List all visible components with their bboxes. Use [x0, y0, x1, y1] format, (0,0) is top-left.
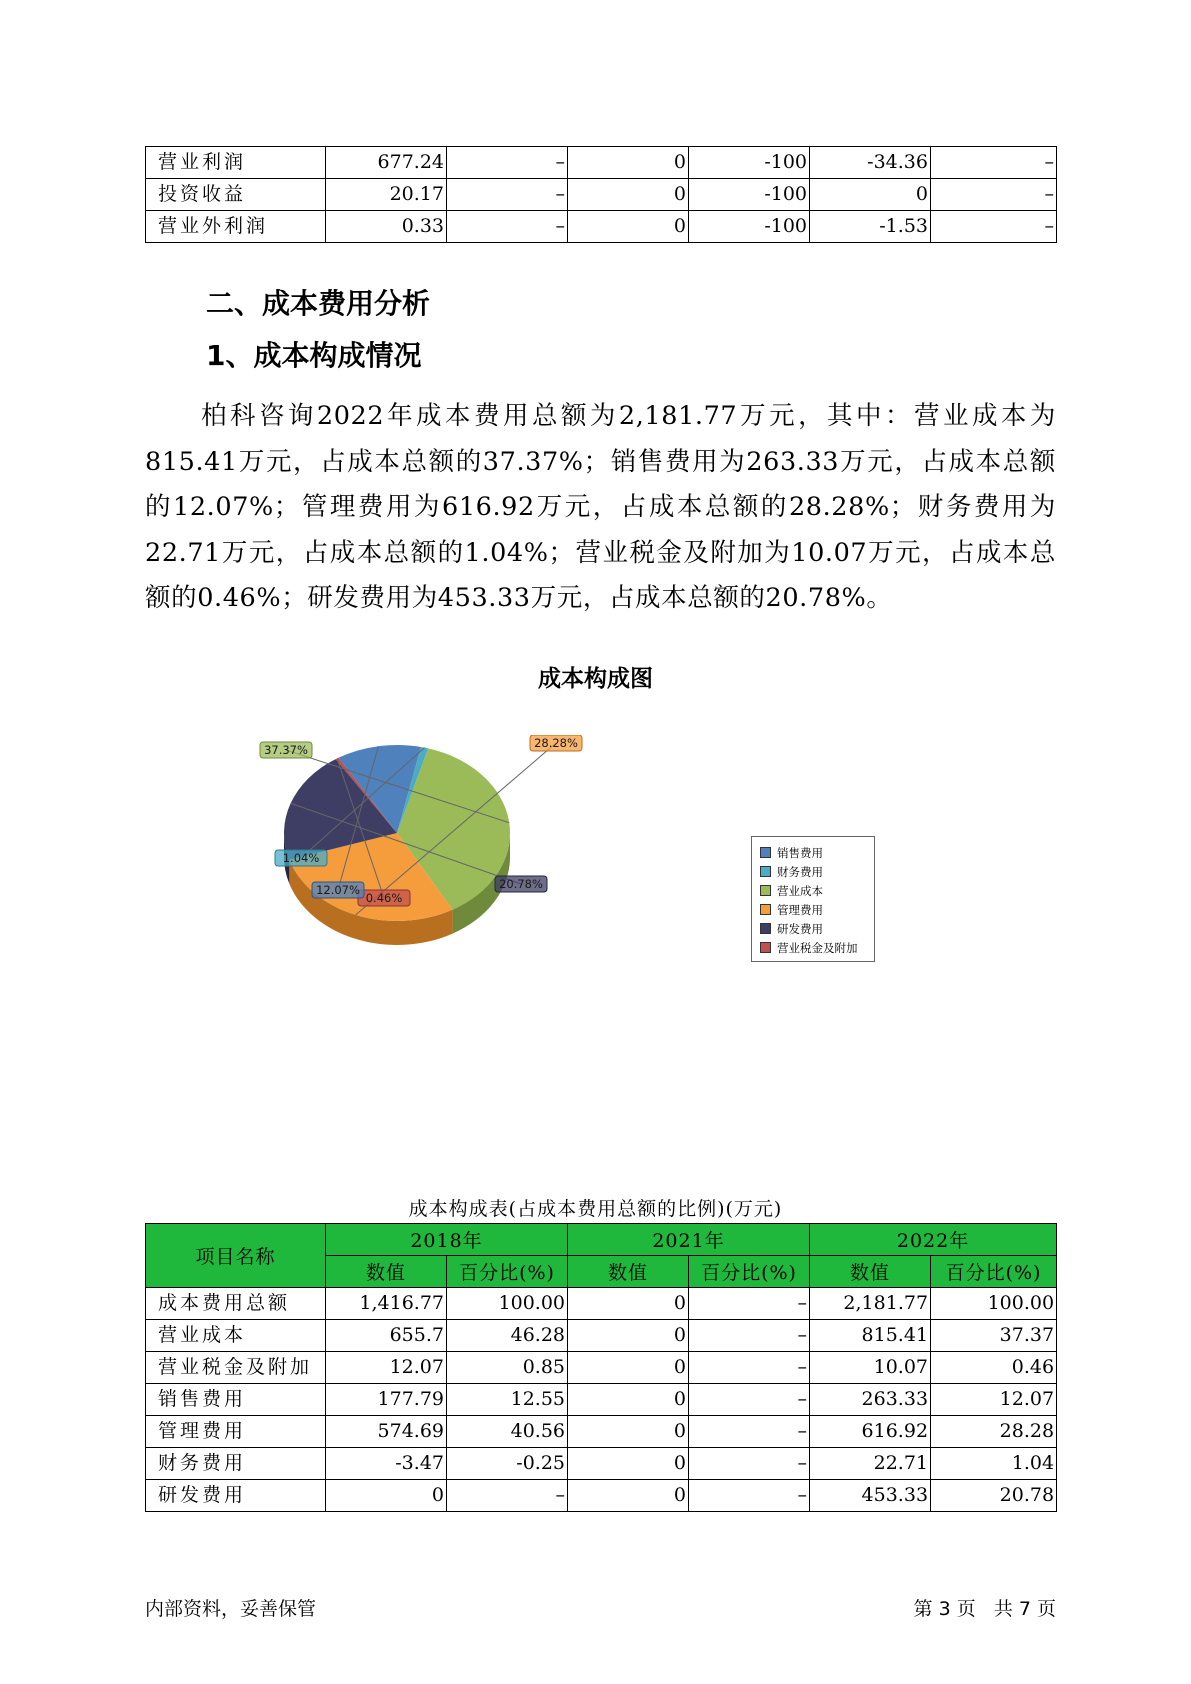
- table-cell: 574.69: [326, 1416, 447, 1448]
- table-cell: 0.46: [931, 1352, 1057, 1384]
- pie-data-label: 37.37%: [264, 743, 308, 757]
- table-cell: 20.78: [931, 1480, 1057, 1512]
- table-cell: 0: [810, 179, 931, 211]
- legend-item: [760, 919, 868, 938]
- table-row: [146, 1416, 1057, 1448]
- legend-label: 营业成本: [777, 883, 823, 898]
- table-cell: 37.37: [931, 1320, 1057, 1352]
- table-cell: 20.17: [326, 179, 447, 211]
- table-cell: –: [689, 1384, 810, 1416]
- table-cell: 12.07: [931, 1384, 1057, 1416]
- table-cell: 10.07: [810, 1352, 931, 1384]
- table-cell: –: [689, 1288, 810, 1320]
- cost-pie-chart: [230, 735, 630, 980]
- legend-label: 营业税金及附加: [777, 940, 858, 955]
- subsection-heading: 1、成本构成情况: [206, 339, 422, 372]
- header-item-name: 项目名称: [146, 1224, 326, 1288]
- table-row: [146, 1288, 1057, 1320]
- table-cell: –: [447, 179, 568, 211]
- section-heading: 二、成本费用分析: [206, 287, 431, 320]
- table-cell: 12.55: [447, 1384, 568, 1416]
- table-cell: 0: [326, 1480, 447, 1512]
- table-row: [146, 1384, 1057, 1416]
- table-cell: 0: [568, 1352, 689, 1384]
- row-label: 营业成本: [146, 1320, 326, 1352]
- table-cell: –: [931, 179, 1057, 211]
- table-cell: 0: [568, 211, 689, 243]
- table-cell: 40.56: [447, 1416, 568, 1448]
- row-label: 投资收益: [146, 179, 326, 211]
- header-year-2021: 2021年: [568, 1224, 810, 1256]
- table-row: [146, 1448, 1057, 1480]
- header-percent: 百分比(%): [447, 1256, 568, 1288]
- row-label: 营业税金及附加: [146, 1352, 326, 1384]
- table-cell: -100: [689, 147, 810, 179]
- table-cell: 0: [568, 1384, 689, 1416]
- pie-data-label: 28.28%: [534, 736, 578, 750]
- table-row: [146, 147, 1057, 179]
- chart-title: 成本构成图: [538, 666, 653, 692]
- legend-label: 研发费用: [777, 921, 823, 936]
- table-cell: -3.47: [326, 1448, 447, 1480]
- legend-item: [760, 900, 868, 919]
- table-cell: –: [931, 211, 1057, 243]
- footer-page-number: 第 3 页 共 7 页: [913, 1598, 1056, 1620]
- table-cell: 12.07: [326, 1352, 447, 1384]
- table-cell: 2,181.77: [810, 1288, 931, 1320]
- table-cell: 28.28: [931, 1416, 1057, 1448]
- table-cell: 100.00: [931, 1288, 1057, 1320]
- legend-label: 财务费用: [777, 864, 823, 879]
- header-value: 数值: [568, 1256, 689, 1288]
- row-label: 营业利润: [146, 147, 326, 179]
- table-row: [146, 1480, 1057, 1512]
- header-value: 数值: [810, 1256, 931, 1288]
- header-value: 数值: [326, 1256, 447, 1288]
- table-row: [146, 211, 1057, 243]
- table-cell: 177.79: [326, 1384, 447, 1416]
- footer-confidential: 内部资料，妥善保管: [145, 1598, 317, 1620]
- legend-swatch: [760, 847, 771, 858]
- legend-swatch: [760, 904, 771, 915]
- income-table-body: [146, 147, 1057, 243]
- table-caption: 成本构成表(占成本费用总额的比例)(万元): [408, 1198, 783, 1220]
- table-cell: 0: [568, 147, 689, 179]
- legend-item: [760, 938, 868, 957]
- legend-label: 销售费用: [777, 845, 823, 860]
- table-cell: –: [689, 1480, 810, 1512]
- table-cell: 263.33: [810, 1384, 931, 1416]
- table-cell: 655.7: [326, 1320, 447, 1352]
- pie-data-label: 20.78%: [499, 877, 543, 891]
- table-cell: 0: [568, 1320, 689, 1352]
- pie-data-label: 1.04%: [282, 851, 320, 865]
- table-cell: 0: [568, 1448, 689, 1480]
- table-cell: -0.25: [447, 1448, 568, 1480]
- table-cell: 815.41: [810, 1320, 931, 1352]
- table-cell: –: [689, 1320, 810, 1352]
- table-cell: –: [931, 147, 1057, 179]
- table-cell: 0: [568, 1288, 689, 1320]
- header-year-2022: 2022年: [810, 1224, 1057, 1256]
- pie-data-label: 0.46%: [365, 891, 403, 905]
- row-label: 研发费用: [146, 1480, 326, 1512]
- table-cell: 0: [568, 1480, 689, 1512]
- chart-legend: [751, 836, 875, 962]
- header-percent: 百分比(%): [931, 1256, 1057, 1288]
- cost-structure-table: [145, 1223, 1057, 1512]
- table-cell: 46.28: [447, 1320, 568, 1352]
- legend-item: [760, 881, 868, 900]
- table-cell: 0.85: [447, 1352, 568, 1384]
- table-cell: 1.04: [931, 1448, 1057, 1480]
- pie-data-label: 12.07%: [316, 883, 360, 897]
- table-cell: –: [447, 1480, 568, 1512]
- row-label: 成本费用总额: [146, 1288, 326, 1320]
- income-table: [145, 146, 1057, 243]
- legend-swatch: [760, 885, 771, 896]
- legend-label: 管理费用: [777, 902, 823, 917]
- table-row: [146, 1320, 1057, 1352]
- table-cell: 616.92: [810, 1416, 931, 1448]
- table-cell: –: [689, 1448, 810, 1480]
- cost-table-body: [146, 1288, 1057, 1512]
- table-cell: 453.33: [810, 1480, 931, 1512]
- row-label: 营业外利润: [146, 211, 326, 243]
- cost-summary-paragraph: 柏科咨询2022年成本费用总额为2,181.77万元，其中：营业成本为815.41万元，占成本总额的37.37%；销售费用为263.33万元，占成本总额的12.07%；管理费用为616.92万元，占成本总额的28.28%；财务费用为22.71万元，占成本总额的1.04%；营业税金及附加为10.07万元，占成本总额的0.46%；研发费用为453.33万元，占成本总额的20.78%。: [145, 401, 1056, 613]
- table-row: [146, 179, 1057, 211]
- table-cell: -100: [689, 211, 810, 243]
- table-cell: -100: [689, 179, 810, 211]
- header-percent: 百分比(%): [689, 1256, 810, 1288]
- table-row: [146, 1352, 1057, 1384]
- legend-item: [760, 862, 868, 881]
- table-cell: –: [689, 1416, 810, 1448]
- row-label: 管理费用: [146, 1416, 326, 1448]
- table-cell: 0: [568, 1416, 689, 1448]
- row-label: 销售费用: [146, 1384, 326, 1416]
- table-cell: 677.24: [326, 147, 447, 179]
- header-year-2018: 2018年: [326, 1224, 568, 1256]
- legend-swatch: [760, 942, 771, 953]
- legend-swatch: [760, 923, 771, 934]
- table-cell: –: [447, 147, 568, 179]
- row-label: 财务费用: [146, 1448, 326, 1480]
- table-cell: –: [689, 1352, 810, 1384]
- table-cell: –: [447, 211, 568, 243]
- table-cell: 1,416.77: [326, 1288, 447, 1320]
- table-cell: 100.00: [447, 1288, 568, 1320]
- table-cell: 22.71: [810, 1448, 931, 1480]
- table-cell: 0.33: [326, 211, 447, 243]
- legend-swatch: [760, 866, 771, 877]
- table-cell: -1.53: [810, 211, 931, 243]
- table-cell: -34.36: [810, 147, 931, 179]
- table-cell: 0: [568, 179, 689, 211]
- legend-item: [760, 843, 868, 862]
